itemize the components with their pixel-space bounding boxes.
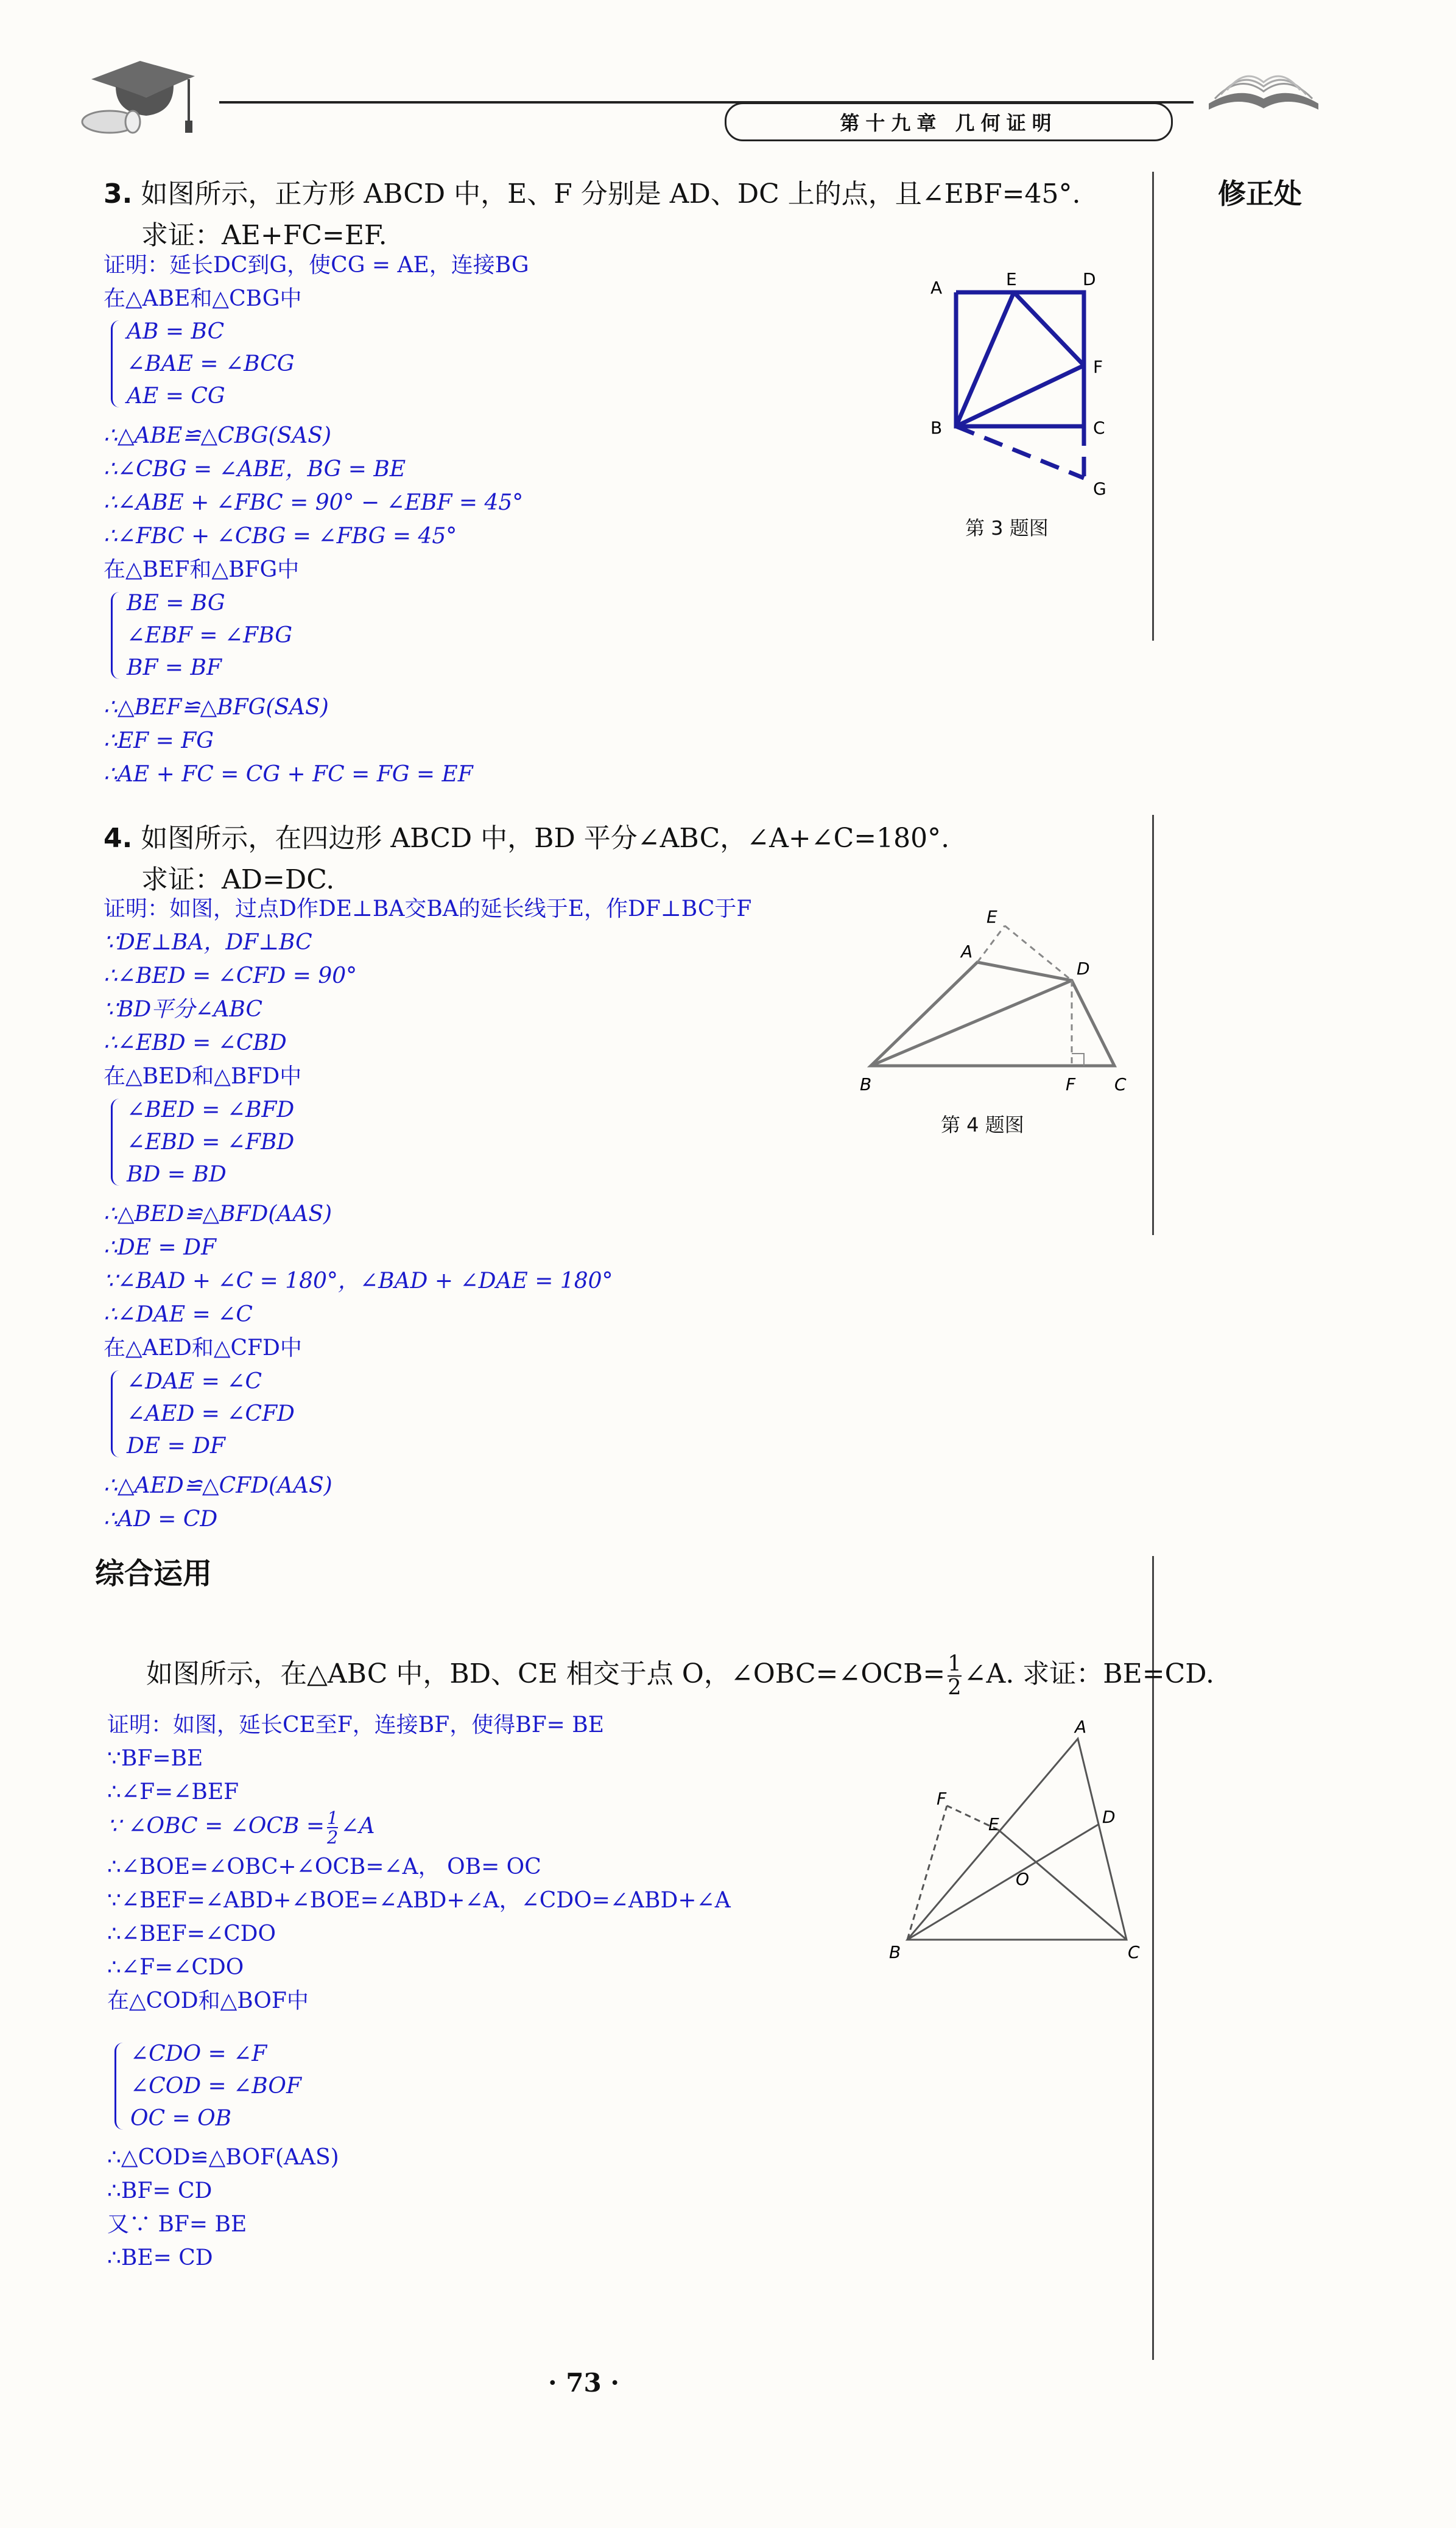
proof-line: 又∵ BF= BE (107, 2212, 247, 2237)
q4-statement (104, 816, 949, 855)
proof-line: ∴∠FBC + ∠CBG = ∠FBG = 45° (104, 524, 457, 549)
q3-proof-top (104, 248, 529, 315)
margin-divider-1 (1152, 172, 1154, 641)
point-label: C (1114, 1074, 1127, 1094)
point-label: O (1016, 1869, 1030, 1889)
proof-line: ∴△BED≌△BFD(AAS) (104, 1202, 332, 1227)
point-label: G (1093, 479, 1106, 499)
fraction-numerator: 1 (327, 1808, 339, 1828)
q5-proof-start (107, 1708, 731, 2018)
q4-proof-end (104, 1469, 332, 1536)
point-label: A (1075, 1717, 1087, 1737)
q5-statement (146, 1652, 1214, 1699)
proof-line: ∴△COD≌△BOF(AAS) (107, 2145, 339, 2170)
q3-figure-caption: 第 3 题图 (965, 516, 1049, 540)
condition: ∠EBF = ∠FBG (127, 623, 292, 648)
proof-line: ∴EF = FG (104, 728, 214, 753)
point-label: C (1093, 418, 1105, 438)
proof-line: 在△BED和△BFD中 (104, 1064, 302, 1089)
proof-line: ∴∠DAE = ∠C (104, 1302, 253, 1327)
point-label: A (930, 278, 943, 298)
proof-line: ∵∠BEF=∠ABD+∠BOE=∠ABD+∠A，∠CDO=∠ABD+∠A (107, 1888, 731, 1913)
proof-line: 证明：如图，过点D作DE⊥BA交BA的延长线于E，作DF⊥BC于F (104, 896, 752, 921)
condition: AB = BC (127, 319, 225, 344)
fraction-denominator: 2 (327, 1827, 339, 1848)
proof-line: 证明：延长DC到G，使CG = AE，连接BG (104, 253, 529, 278)
q4-condition-brace-1 (110, 1094, 294, 1191)
point-label: E (986, 907, 997, 927)
condition: ∠EBD = ∠FBD (127, 1130, 295, 1155)
condition: ∠AED = ∠CFD (127, 1401, 295, 1426)
fraction (948, 1650, 962, 1700)
point-label: E (1006, 269, 1017, 289)
graduation-cap-logo (73, 49, 213, 140)
point-label: B (930, 418, 943, 438)
q4-text: 如图所示，在四边形 ABCD 中，BD 平分∠ABC，∠A+∠C=180°. (141, 823, 950, 854)
point-label: D (1102, 1807, 1116, 1827)
proof-line: ∴△ABE≌△CBG(SAS) (104, 423, 332, 448)
q5-figure (877, 1714, 1157, 1970)
condition: ∠BED = ∠BFD (127, 1097, 295, 1122)
proof-line: ∴∠F=∠BEF (107, 1780, 239, 1804)
proof-line: 在△ABE和△CBG中 (104, 286, 302, 311)
given-text: ∵ ∠OBC = ∠OCB = (107, 1814, 325, 1839)
point-label: C (1128, 1942, 1140, 1962)
proof-line: ∵BF=BE (107, 1746, 203, 1771)
proof-line: ∴AE + FC = CG + FC = FG = EF (104, 762, 473, 787)
point-label: D (1083, 269, 1096, 289)
proof-line: ∵DE⊥BA，DF⊥BC (104, 930, 312, 955)
point-label: F (1093, 357, 1103, 377)
point-label: F (1066, 1074, 1076, 1094)
point-label: B (860, 1074, 872, 1094)
proof-line: ∵BD平分∠ABC (104, 997, 263, 1022)
section-title: 综合运用 (95, 1557, 213, 1591)
q4-condition-brace-2 (110, 1365, 295, 1462)
proof-line: ∴∠CBG = ∠ABE，BG = BE (104, 457, 406, 482)
q3-proof-mid (104, 419, 523, 586)
q3-condition-brace-2 (110, 587, 292, 684)
fraction-denominator: 2 (948, 1674, 962, 1700)
condition: OC = OB (130, 2106, 232, 2131)
open-book-icon (1203, 61, 1324, 116)
point-label: F (937, 1789, 947, 1809)
q4-goal: 求证：AD=DC. (141, 864, 335, 895)
condition: ∠COD = ∠BOF (130, 2074, 301, 2099)
q5-condition-brace (113, 2038, 301, 2135)
fraction-numerator: 1 (948, 1650, 962, 1676)
q3-figure (920, 268, 1120, 512)
margin-divider-2 (1152, 815, 1154, 1235)
q5-text-b: ∠A. 求证：BE=CD. (963, 1658, 1214, 1689)
given-text: ∠A (340, 1814, 375, 1839)
condition: AE = CG (127, 384, 225, 409)
q4-proof-top (104, 892, 751, 1093)
correction-area-title: 修正处 (1218, 177, 1302, 210)
proof-line: ∴∠F=∠CDO (107, 1955, 244, 1980)
q4-figure (846, 889, 1139, 1102)
proof-line: ∴△BEF≌△BFG(SAS) (104, 695, 329, 720)
proof-line: ∴∠BED = ∠CFD = 90° (104, 963, 357, 988)
proof-line: 在△COD和△BOF中 (107, 1988, 309, 2013)
proof-line: ∵∠BAD + ∠C = 180°，∠BAD + ∠DAE = 180° (104, 1269, 613, 1294)
proof-line: ∴∠BEF=∠CDO (107, 1921, 276, 1946)
chapter-title: 第十九章 几何证明 (725, 102, 1173, 141)
proof-line: ∴BE= CD (107, 2245, 213, 2270)
condition: ∠CDO = ∠F (130, 2041, 267, 2066)
q4-proof-mid (104, 1197, 613, 1365)
condition: ∠BAE = ∠BCG (127, 351, 295, 376)
q4-figure-caption: 第 4 题图 (941, 1113, 1024, 1136)
proof-line: ∴DE = DF (104, 1235, 216, 1260)
fraction (327, 1809, 338, 1847)
q3-text: 如图所示，正方形 ABCD 中，E、F 分别是 AD、DC 上的点，且∠EBF=45°. (141, 178, 1081, 209)
q3-condition-brace-1 (110, 315, 295, 412)
condition: DE = DF (127, 1434, 226, 1459)
condition: BE = BG (127, 591, 225, 616)
point-label: D (1077, 959, 1090, 979)
q5-text-a: 如图所示，在△ABC 中，BD、CE 相交于点 O，∠OBC=∠OCB= (146, 1658, 946, 1689)
proof-line: ∴AD = CD (104, 1507, 218, 1532)
condition: BF = BF (127, 655, 222, 680)
point-label: B (889, 1942, 901, 1962)
q5-proof-end (107, 2141, 339, 2275)
proof-line: ∴∠EBD = ∠CBD (104, 1030, 287, 1055)
proof-line: 在△AED和△CFD中 (104, 1336, 302, 1361)
q4-number: 4. (104, 823, 133, 854)
condition: BD = BD (127, 1162, 227, 1187)
proof-line: ∴∠ABE + ∠FBC = 90° − ∠EBF = 45° (104, 490, 524, 515)
proof-line: ∴∠BOE=∠OBC+∠OCB=∠A， OB= OC (107, 1854, 541, 1879)
point-label: A (961, 942, 973, 962)
proof-line: 在△BEF和△BFG中 (104, 557, 300, 582)
q3-statement (104, 172, 1080, 211)
proof-line: ∴△AED≌△CFD(AAS) (104, 1473, 332, 1498)
q3-goal: 求证：AE+FC=EF. (141, 220, 387, 251)
q3-number: 3. (104, 178, 133, 209)
q5-given-condition (107, 1809, 731, 1850)
proof-line: ∴BF= CD (107, 2178, 213, 2203)
condition: ∠DAE = ∠C (127, 1369, 262, 1394)
page-number: · 73 · (548, 2368, 619, 2398)
proof-line: 证明：如图，延长CE至F，连接BF，使得BF= BE (107, 1713, 605, 1738)
q3-proof-end (104, 691, 473, 791)
point-label: E (988, 1814, 999, 1834)
